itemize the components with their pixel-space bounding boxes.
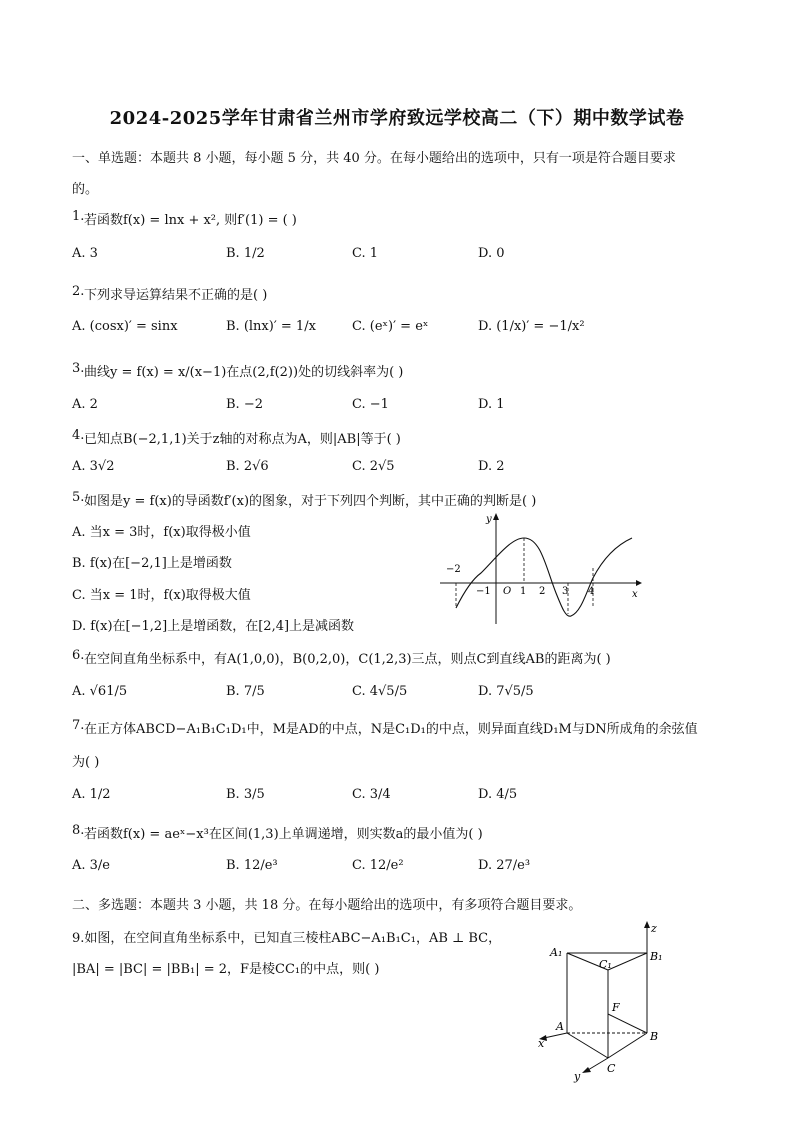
question-7-stem-line2: 为( ) [72, 755, 100, 770]
q2-option-b: B. (lnx)′ = 1/x [226, 319, 316, 334]
graph-label-m2: −2 [446, 564, 461, 575]
prism-label-b1: B₁ [650, 950, 663, 963]
q4-option-a: A. 3√2 [72, 459, 115, 474]
graph-label-origin: O [503, 586, 512, 597]
question-5-num: 5. [72, 490, 85, 505]
graph-label-p4: 4 [588, 586, 595, 597]
question-1-text: 1. [72, 209, 85, 224]
q7-option-a: A. 1/2 [72, 787, 111, 802]
section1-header-line1: 一、单选题：本题共 8 小题，每小题 5 分，共 40 分。在每小题给出的选项中，只有一项是符合题目要求 [72, 151, 676, 166]
prism-label-c1: C₁ [599, 958, 612, 971]
question-7-num: 7. [72, 718, 85, 733]
q7-option-d: D. 4/5 [478, 787, 518, 802]
q5-option-b: B. f(x)在[−2,1]上是增函数 [72, 556, 232, 571]
graph-label-p2: 2 [539, 586, 546, 597]
prism-label-b: B [650, 1030, 659, 1043]
section2-header: 二、多选题：本题共 3 小题，共 18 分。在每小题给出的选项中，有多项符合题目要求。 [72, 898, 582, 913]
prism-label-a: A [556, 1020, 564, 1033]
question-3-num: 3. [72, 361, 85, 376]
prism-label-c: C [607, 1062, 616, 1075]
q5-option-a: A. 当x = 3时，f(x)取得极小值 [72, 525, 251, 540]
question-2-stem: 下列求导运算结果不正确的是( ) [84, 288, 268, 303]
prism-diagram [530, 918, 670, 1086]
q3-option-a: A. 2 [72, 397, 98, 412]
section1-header-line2: 的。 [72, 182, 99, 197]
q3-option-c: C. −1 [352, 397, 389, 412]
q4-option-c: C. 2√5 [352, 459, 395, 474]
q5-option-d: D. f(x)在[−1,2]上是增函数，在[2,4]上是减函数 [72, 619, 355, 634]
question-4-num: 4. [72, 428, 85, 443]
q6-option-a: A. √61/5 [72, 684, 128, 699]
question-1-stem: 若函数f(x) = lnx + x², 则f′(1) = ( ) [84, 213, 297, 228]
derivative-graph [436, 508, 646, 628]
q3-option-b: B. −2 [226, 397, 263, 412]
q8-option-d: D. 27/e³ [478, 858, 531, 873]
graph-label-p1: 1 [520, 586, 527, 597]
q6-option-b: B. 7/5 [226, 684, 265, 699]
question-9-line1: 9.如图，在空间直角坐标系中，已知直三棱柱ABC−A₁B₁C₁，AB ⊥ BC， [72, 931, 502, 946]
prism-label-a1: A₁ [550, 946, 563, 959]
q2-option-d: D. (1/x)′ = −1/x² [478, 319, 585, 334]
q3-option-d: D. 1 [478, 397, 505, 412]
question-6-stem: 在空间直角坐标系中，有A(1,0,0)，B(0,2,0)，C(1,2,3)三点，则点C到直线AB的距离为( ) [84, 652, 611, 667]
question-9-line2: |BA| = |BC| = |BB₁| = 2，F是棱CC₁的中点，则( ) [72, 962, 380, 977]
q1-option-a: A. 3 [72, 246, 98, 261]
question-7-stem: 在正方体ABCD−A₁B₁C₁D₁中，M是AD的中点，N是C₁D₁的中点，则异面直线D₁M与DN所成角的余弦值 [84, 722, 698, 737]
question-4-stem: 已知点B(−2,1,1)关于z轴的对称点为A，则|AB|等于( ) [84, 432, 401, 447]
question-8-stem: 若函数f(x) = aeˣ−x³在区间(1,3)上单调递增，则实数a的最小值为( ) [84, 827, 483, 842]
q1-option-b: B. 1/2 [226, 246, 265, 261]
graph-label-m1: −1 [476, 586, 491, 597]
prism-label-y: y [574, 1070, 581, 1083]
q5-option-c: C. 当x = 1时，f(x)取得极大值 [72, 588, 251, 603]
question-2-num: 2. [72, 284, 85, 299]
question-3-stem: 曲线y = f(x) = x/(x−1)在点(2,f(2))处的切线斜率为( ) [84, 365, 404, 380]
q8-option-b: B. 12/e³ [226, 858, 278, 873]
page-title: 2024-2025学年甘肃省兰州市学府致远学校高二（下）期中数学试卷 [109, 108, 685, 129]
q8-option-c: C. 12/e² [352, 858, 404, 873]
q1-option-d: D. 0 [478, 246, 505, 261]
prism-label-x: x [538, 1037, 545, 1050]
q6-option-d: D. 7√5/5 [478, 684, 534, 699]
q8-option-a: A. 3/e [72, 858, 110, 873]
graph-label-x: x [632, 589, 638, 600]
prism-label-f: F [612, 1001, 620, 1014]
q4-option-d: D. 2 [478, 459, 505, 474]
q4-option-b: B. 2√6 [226, 459, 269, 474]
question-6-num: 6. [72, 648, 85, 663]
q7-option-b: B. 3/5 [226, 787, 265, 802]
q6-option-c: C. 4√5/5 [352, 684, 408, 699]
prism-label-z: z [651, 922, 657, 935]
question-8-num: 8. [72, 823, 85, 838]
graph-label-p3: 3 [562, 586, 569, 597]
q2-option-c: C. (eˣ)′ = eˣ [352, 319, 429, 334]
graph-label-y: y [486, 514, 492, 525]
q1-option-c: C. 1 [352, 246, 379, 261]
q2-option-a: A. (cosx)′ = sinx [72, 319, 178, 334]
question-5-stem: 如图是y = f(x)的导函数f′(x)的图象，对于下列四个判断，其中正确的判断是( ) [84, 494, 537, 509]
q7-option-c: C. 3/4 [352, 787, 391, 802]
